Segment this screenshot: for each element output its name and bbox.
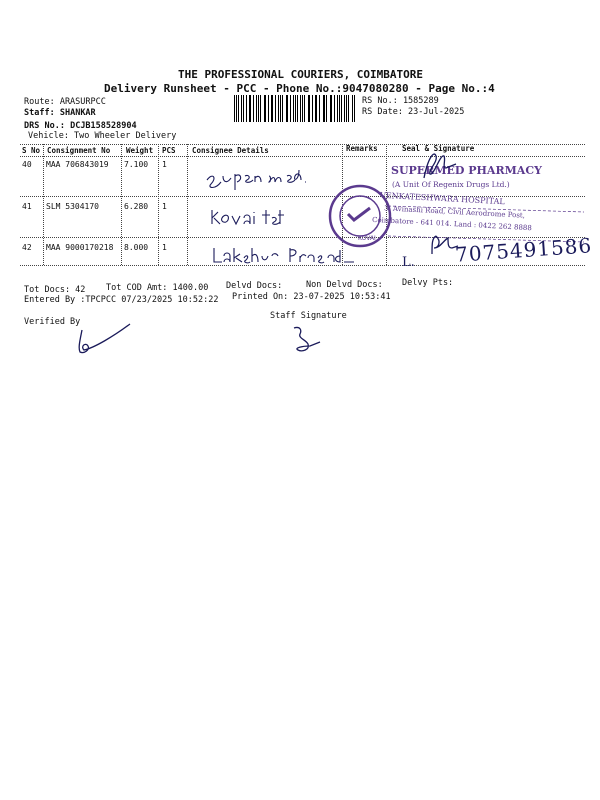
barcode-bar xyxy=(346,95,347,122)
delvy-pts: Delvy Pts: xyxy=(402,278,454,288)
hospital-stamp-city: Coimbatore - 641 014. Land : 0422 262 8888 xyxy=(371,215,532,233)
printed-on: Printed On: 23-07-2025 10:53:41 xyxy=(232,292,391,302)
barcode-bar xyxy=(243,95,244,122)
barcode-bar xyxy=(326,95,327,122)
barcode-bar xyxy=(316,95,317,122)
row-consignment: MAA 706843019 xyxy=(46,160,109,169)
rs-number: RS No.: 1585289 xyxy=(362,96,439,106)
barcode-bar xyxy=(256,95,257,122)
verified-by-label: Verified By xyxy=(24,317,81,327)
seal-signature xyxy=(420,148,460,184)
handwritten-initial: L. xyxy=(402,255,415,270)
staff-info xyxy=(24,108,96,118)
handwritten-consignee xyxy=(212,246,362,266)
row-weight: 6.280 xyxy=(124,202,149,211)
col-sno: S No xyxy=(22,146,41,155)
barcode-bar xyxy=(260,95,261,122)
barcode-bar xyxy=(304,95,305,122)
drs-value: DCJB158528904 xyxy=(70,121,137,131)
tot-docs: Tot Docs: 42 xyxy=(24,285,86,295)
barcode-bar xyxy=(241,95,242,122)
round-stamp-text: KOVAI xyxy=(358,235,376,242)
row-consignment: MAA 9000170218 xyxy=(46,243,114,252)
barcode-bar xyxy=(234,95,235,122)
barcode-bar xyxy=(309,95,310,122)
row-pcs: 1 xyxy=(162,202,167,211)
col-divider xyxy=(158,144,159,265)
col-divider xyxy=(121,144,122,265)
staff-signature-label: Staff Signature xyxy=(270,311,347,321)
route-label: Route: ARASURPCC xyxy=(24,97,106,107)
col-remarks: Remarks xyxy=(346,144,378,153)
vehicle-label: Vehicle: Two Wheeler Delivery xyxy=(28,131,177,141)
row-sno: 42 xyxy=(22,243,32,252)
barcode-bar xyxy=(297,95,298,122)
company-name: THE PROFESSIONAL COURIERS, COIMBATORE xyxy=(178,68,424,81)
pharmacy-stamp-unit: (A Unit Of Regenix Drugs Ltd.) xyxy=(392,180,510,189)
col-divider xyxy=(43,144,44,265)
drs-info xyxy=(24,121,137,131)
non-delvd-docs: Non Delvd Docs: xyxy=(306,280,383,290)
row-pcs: 1 xyxy=(162,160,167,169)
delvd-docs: Delvd Docs: xyxy=(226,281,283,291)
barcode-bar xyxy=(286,95,287,122)
row-sno: 40 xyxy=(22,160,32,169)
barcode xyxy=(234,95,356,122)
col-consignee: Consignee Details xyxy=(192,146,269,155)
col-weight: Weight xyxy=(126,146,154,155)
barcode-bar xyxy=(334,95,335,122)
verified-by-signature xyxy=(72,320,136,356)
row-pcs: 1 xyxy=(162,243,167,252)
pharmacy-stamp-name: SUPERMED PHARMACY xyxy=(391,164,542,177)
hospital-stamp-address: 3, Avinashi Road, Civil Aerodrome Post, xyxy=(383,204,526,220)
handwritten-consignee xyxy=(210,206,290,228)
entered-by: Entered By :TPCPCC 07/23/2025 10:52:22 xyxy=(24,295,219,305)
barcode-bar xyxy=(293,95,294,122)
barcode-bar xyxy=(319,95,320,122)
handwritten-consignee xyxy=(205,166,315,192)
staff-signature-mark xyxy=(290,324,326,356)
barcode-bar xyxy=(282,95,283,122)
staff-label: Staff: xyxy=(24,108,55,118)
runsheet-title: Delivery Runsheet - PCC - Phone No.:9047080280 - Page No.:4 xyxy=(104,82,495,95)
drs-label: DRS No.: xyxy=(24,121,65,131)
handwritten-phone: 7075491586 xyxy=(454,233,593,267)
barcode-bar xyxy=(268,95,269,122)
col-seal: Seal & Signature xyxy=(402,144,475,153)
staff-value: SHANKAR xyxy=(59,108,96,118)
tot-cod-amount: Tot COD Amt: 1400.00 xyxy=(106,283,209,293)
rs-date: RS Date: 23-Jul-2025 xyxy=(362,107,465,117)
barcode-bar xyxy=(339,95,340,122)
col-pcs: PCS xyxy=(162,146,176,155)
row-weight: 8.000 xyxy=(124,243,149,252)
row-consignment: SLM 5304170 xyxy=(46,202,99,211)
row-sno: 41 xyxy=(22,202,32,211)
barcode-bar xyxy=(348,95,349,122)
col-divider xyxy=(187,144,188,265)
row-weight: 7.100 xyxy=(124,160,149,169)
col-consignment: Consignment No xyxy=(47,146,111,155)
table-header-rule xyxy=(20,156,585,157)
barcode-bar xyxy=(253,95,254,122)
hospital-stamp-name: VENKATESHWARA HOSPITAL xyxy=(379,190,505,207)
table-top-rule xyxy=(20,144,585,145)
barcode-bar xyxy=(275,95,276,122)
